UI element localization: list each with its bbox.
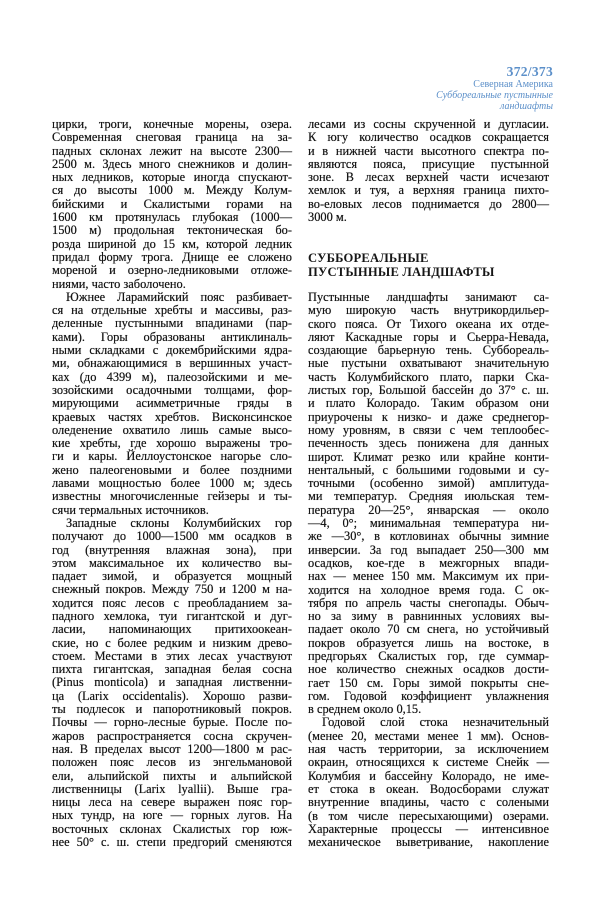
text-line: —4, 0°; минимальная температура ни- <box>308 516 549 531</box>
text-line: в среднем около 0,15. <box>308 702 422 717</box>
paragraph <box>308 118 549 224</box>
text-line: цирки, троги, конечные морены, озера. <box>52 117 292 131</box>
text-line: Пустынные ландшафты занимают са- <box>308 289 549 304</box>
text-line: зоне. В лесах верхней части исчезают <box>308 170 549 185</box>
text-line: покров образуется лишь на востоке, в <box>308 635 549 650</box>
right-column <box>308 118 549 849</box>
text-line: печенность здесь понижена для данных <box>308 436 549 451</box>
text-line: ная часть территории, за исключением <box>308 742 549 757</box>
heading-line: СУББОРЕАЛЬНЫЕ <box>308 251 429 266</box>
paragraph <box>308 716 549 849</box>
paragraph <box>308 118 549 224</box>
text-line: (в том числе пересыхающими) озерами. <box>308 808 549 823</box>
text-line: внутренние впадины, часто с солеными <box>308 795 549 810</box>
text-line: жено палеогеновыми и более поздними <box>52 462 292 477</box>
text-line: снежный покров. Между 750 и 1200 м на- <box>52 582 292 597</box>
text-line: инверсии. За год выпадает 250—300 мм <box>308 542 549 557</box>
text-line: ские, но с более редким и низким древо- <box>52 635 292 650</box>
text-line: и в нижней части высотного спектра по- <box>308 143 549 158</box>
page-numbers: 372/373 <box>506 64 553 79</box>
text-line: краевых частях хребтов. Висконсинское <box>52 409 292 424</box>
text-line: ницы леса на севере выражен пояс гор- <box>52 795 292 810</box>
text-line: получают до 1000—1500 мм осадков в <box>52 529 292 544</box>
text-line: нах — менее 150 мм. Максимум их при- <box>308 569 549 584</box>
text-line: и плато Колорадо. Таким образом они <box>308 396 549 411</box>
text-line: лесами из сосны скрученной и дугласии. <box>308 117 549 131</box>
left-column <box>52 118 292 849</box>
text-line: Характерные процессы — интенсивное <box>308 821 549 836</box>
text-line: ся на отдельные хребты и массивы, раз- <box>52 303 292 318</box>
text-line: ных тундр, на юге — горных лугов. На <box>52 808 292 823</box>
text-line: приурочены к низко- и даже среднегор- <box>308 409 549 424</box>
text-line: К югу количество осадков сокращается <box>308 130 549 145</box>
text-line: но за зиму в равнинных условиях вы- <box>308 609 549 624</box>
text-line: ное количество снежных осадков дости- <box>308 662 549 677</box>
text-line: сячи термальных источников. <box>52 502 209 517</box>
text-line: ному уровням, в связи с чем теплообес- <box>308 422 549 437</box>
text-line: мореной и озерно-ледниковыми отложе- <box>52 263 292 278</box>
running-header <box>436 64 553 112</box>
text-line: падает около 70 см снега, но устойчивый <box>308 622 549 637</box>
text-line: ласии, напоминающих притихоокеан- <box>52 622 292 637</box>
paragraph <box>52 118 292 291</box>
text-line: падных склонах лежит на высоте 2300— <box>52 143 292 158</box>
text-line: листых гор, Большой бассейн до 37° с. ш. <box>308 383 549 398</box>
text-line: известны многочисленные гейзеры и ты- <box>52 489 292 504</box>
subsection-title-line: Суббореальные пустынные <box>436 90 553 101</box>
text-line: ная. В пределах высот 1200—1800 м рас- <box>52 741 292 756</box>
heading-line: ПУСТЫННЫЕ ЛАНДШАФТЫ <box>308 264 495 279</box>
text-line: часть Колумбийского плато, парки Ска- <box>308 369 549 384</box>
text-line: ные пустыни охватывают значительную <box>308 356 549 371</box>
text-line: ниями, часто заболочено. <box>52 276 186 291</box>
text-line: ках (до 4399 м), палеозойскими и ме- <box>52 369 292 384</box>
paragraph <box>52 291 292 517</box>
text-line: (Pinus monticola) и западная лиственни- <box>52 675 292 690</box>
text-line: восточных склонах Скалистых гор юж- <box>52 821 292 836</box>
text-line: ми температур. Средняя июльская тем- <box>308 489 549 504</box>
text-line: 3000 м. <box>308 210 347 225</box>
text-line: Западные склоны Колумбийских гор <box>66 515 292 530</box>
text-line: лавами мощностью более 1000 м; здесь <box>52 476 292 491</box>
text-line: придал форму трога. Днище ее сложено <box>52 249 292 264</box>
text-line: являются пояса, присущие пустынной <box>308 156 549 171</box>
text-line: ными складками с докембрийскими ядра- <box>52 343 292 358</box>
text-line: ходится пояс лесов с преобладанием за- <box>52 595 292 610</box>
text-line: ет стока в океан. Водосборами служат <box>308 781 549 796</box>
section-heading <box>308 252 549 279</box>
text-line: стоем. Местами в этих лесах участвуют <box>52 648 292 663</box>
text-line: ского пояса. От Тихого океана их отде- <box>308 316 549 331</box>
text-line: Почвы — горно-лесные бурые. После по- <box>52 715 292 730</box>
text-line: нее 50° с. ш. степи предгорий сменяются <box>52 835 292 850</box>
text-line: падает зимой, и образуется мощный <box>52 569 292 584</box>
text-line: пихта гигантская, западная белая сосна <box>52 662 292 677</box>
text-line: кие хребты, где хорошо выражены тро- <box>52 436 292 451</box>
text-line: нентальный, с большими годовыми и су- <box>308 462 549 477</box>
text-line: гом. Годовой коэффициент увлажнения <box>308 688 549 703</box>
text-line: зозойскими осадочными толщами, фор- <box>52 382 292 397</box>
text-line: ся до высоты 1000 м. Между Колум- <box>52 183 292 198</box>
text-line: Южнее Ларамийский пояс разбивает- <box>66 289 292 304</box>
paragraph <box>52 517 292 849</box>
text-line: лиственницы (Larix lyallii). Выше гра- <box>52 781 292 796</box>
text-line: деленные пустынными впадинами (пар- <box>52 316 292 331</box>
text-line: пература 20—25°, январская — около <box>308 502 549 517</box>
section-title: Северная Америка <box>473 79 553 90</box>
text-line: жаров распространяется сосна скручен- <box>52 728 292 743</box>
text-line: во-еловых лесов поднимается до 2800— <box>308 196 549 211</box>
text-line: механическое выветривание, накопление <box>308 835 549 850</box>
text-line: этом максимальное их количество вы- <box>52 555 292 570</box>
text-line: 1500 м) продольная тектоническая бо- <box>52 223 292 238</box>
paragraph <box>308 291 549 717</box>
text-line: положен пояс лесов из энгельмановой <box>52 755 292 770</box>
text-line: окраин, относящихся к системе Снейк — <box>308 755 549 770</box>
text-line: ми, обнажающимися в вершинных участ- <box>52 356 292 371</box>
text-line: ели, альпийской пихты и альпийской <box>52 768 292 783</box>
text-line: предгорьях Скалистых гор, где суммар- <box>308 648 549 663</box>
text-line: ца (Larix occidentalis). Хорошо разви- <box>52 688 292 703</box>
text-line: 1600 км протянулась глубокая (1000— <box>52 210 292 225</box>
text-line: Современная снеговая граница на за- <box>52 130 292 145</box>
text-line: создающие барьерную тень. Суббореаль- <box>308 343 549 358</box>
text-line: точными (особенно зимой) амплитуда- <box>308 476 549 491</box>
text-line: (менее 20, местами менее 1 мм). Основ- <box>308 728 549 743</box>
text-line: осадков, кое-где в межгорных впади- <box>308 555 549 570</box>
text-line: бийскими и Скалистыми горами на <box>52 196 292 211</box>
text-line: гает 150 см. Горы зимой покрыты сне- <box>308 675 549 690</box>
text-line: ками). Горы образованы антиклиналь- <box>52 329 292 344</box>
text-line: мую широкую часть внутрикордильер- <box>308 303 549 318</box>
subsection-title-line: ландшафты <box>499 101 553 112</box>
text-line: ты подлесок и папоротниковый покров. <box>52 702 292 717</box>
text-line: ляют Каскадные горы и Сьерра-Невада, <box>308 329 549 344</box>
text-line: оледенение охватило лишь самые высо- <box>52 422 292 437</box>
text-line: тября по апрель часты снегопады. Обыч- <box>308 595 549 610</box>
text-line: падного хемлока, туи гигантской и дуг- <box>52 608 292 623</box>
text-line: год (внутренняя влажная зона), при <box>52 542 292 557</box>
text-line: Колумбия и бассейну Колорадо, не име- <box>308 768 549 783</box>
text-line: широт. Климат резко или крайне конти- <box>308 449 549 464</box>
text-line: хемлок и туя, а верхняя граница пихто- <box>308 183 549 198</box>
text-line: же —30°, в котловинах обычны зимние <box>308 529 549 544</box>
text-line: Годовой слой стока незначительный <box>322 715 549 730</box>
text-line: розда шириной до 15 км, которой ледник <box>52 236 292 251</box>
text-line: ги и кары. Йеллоустонское нагорье сло- <box>52 449 292 464</box>
text-line: ных ледников, которые иногда спускают- <box>52 170 292 185</box>
text-line: 2500 м. Здесь много снежников и долин- <box>52 156 292 171</box>
text-line: мирующими асимметричные гряды в <box>52 396 292 411</box>
text-line: ходится на холодное время года. С ок- <box>308 582 549 597</box>
